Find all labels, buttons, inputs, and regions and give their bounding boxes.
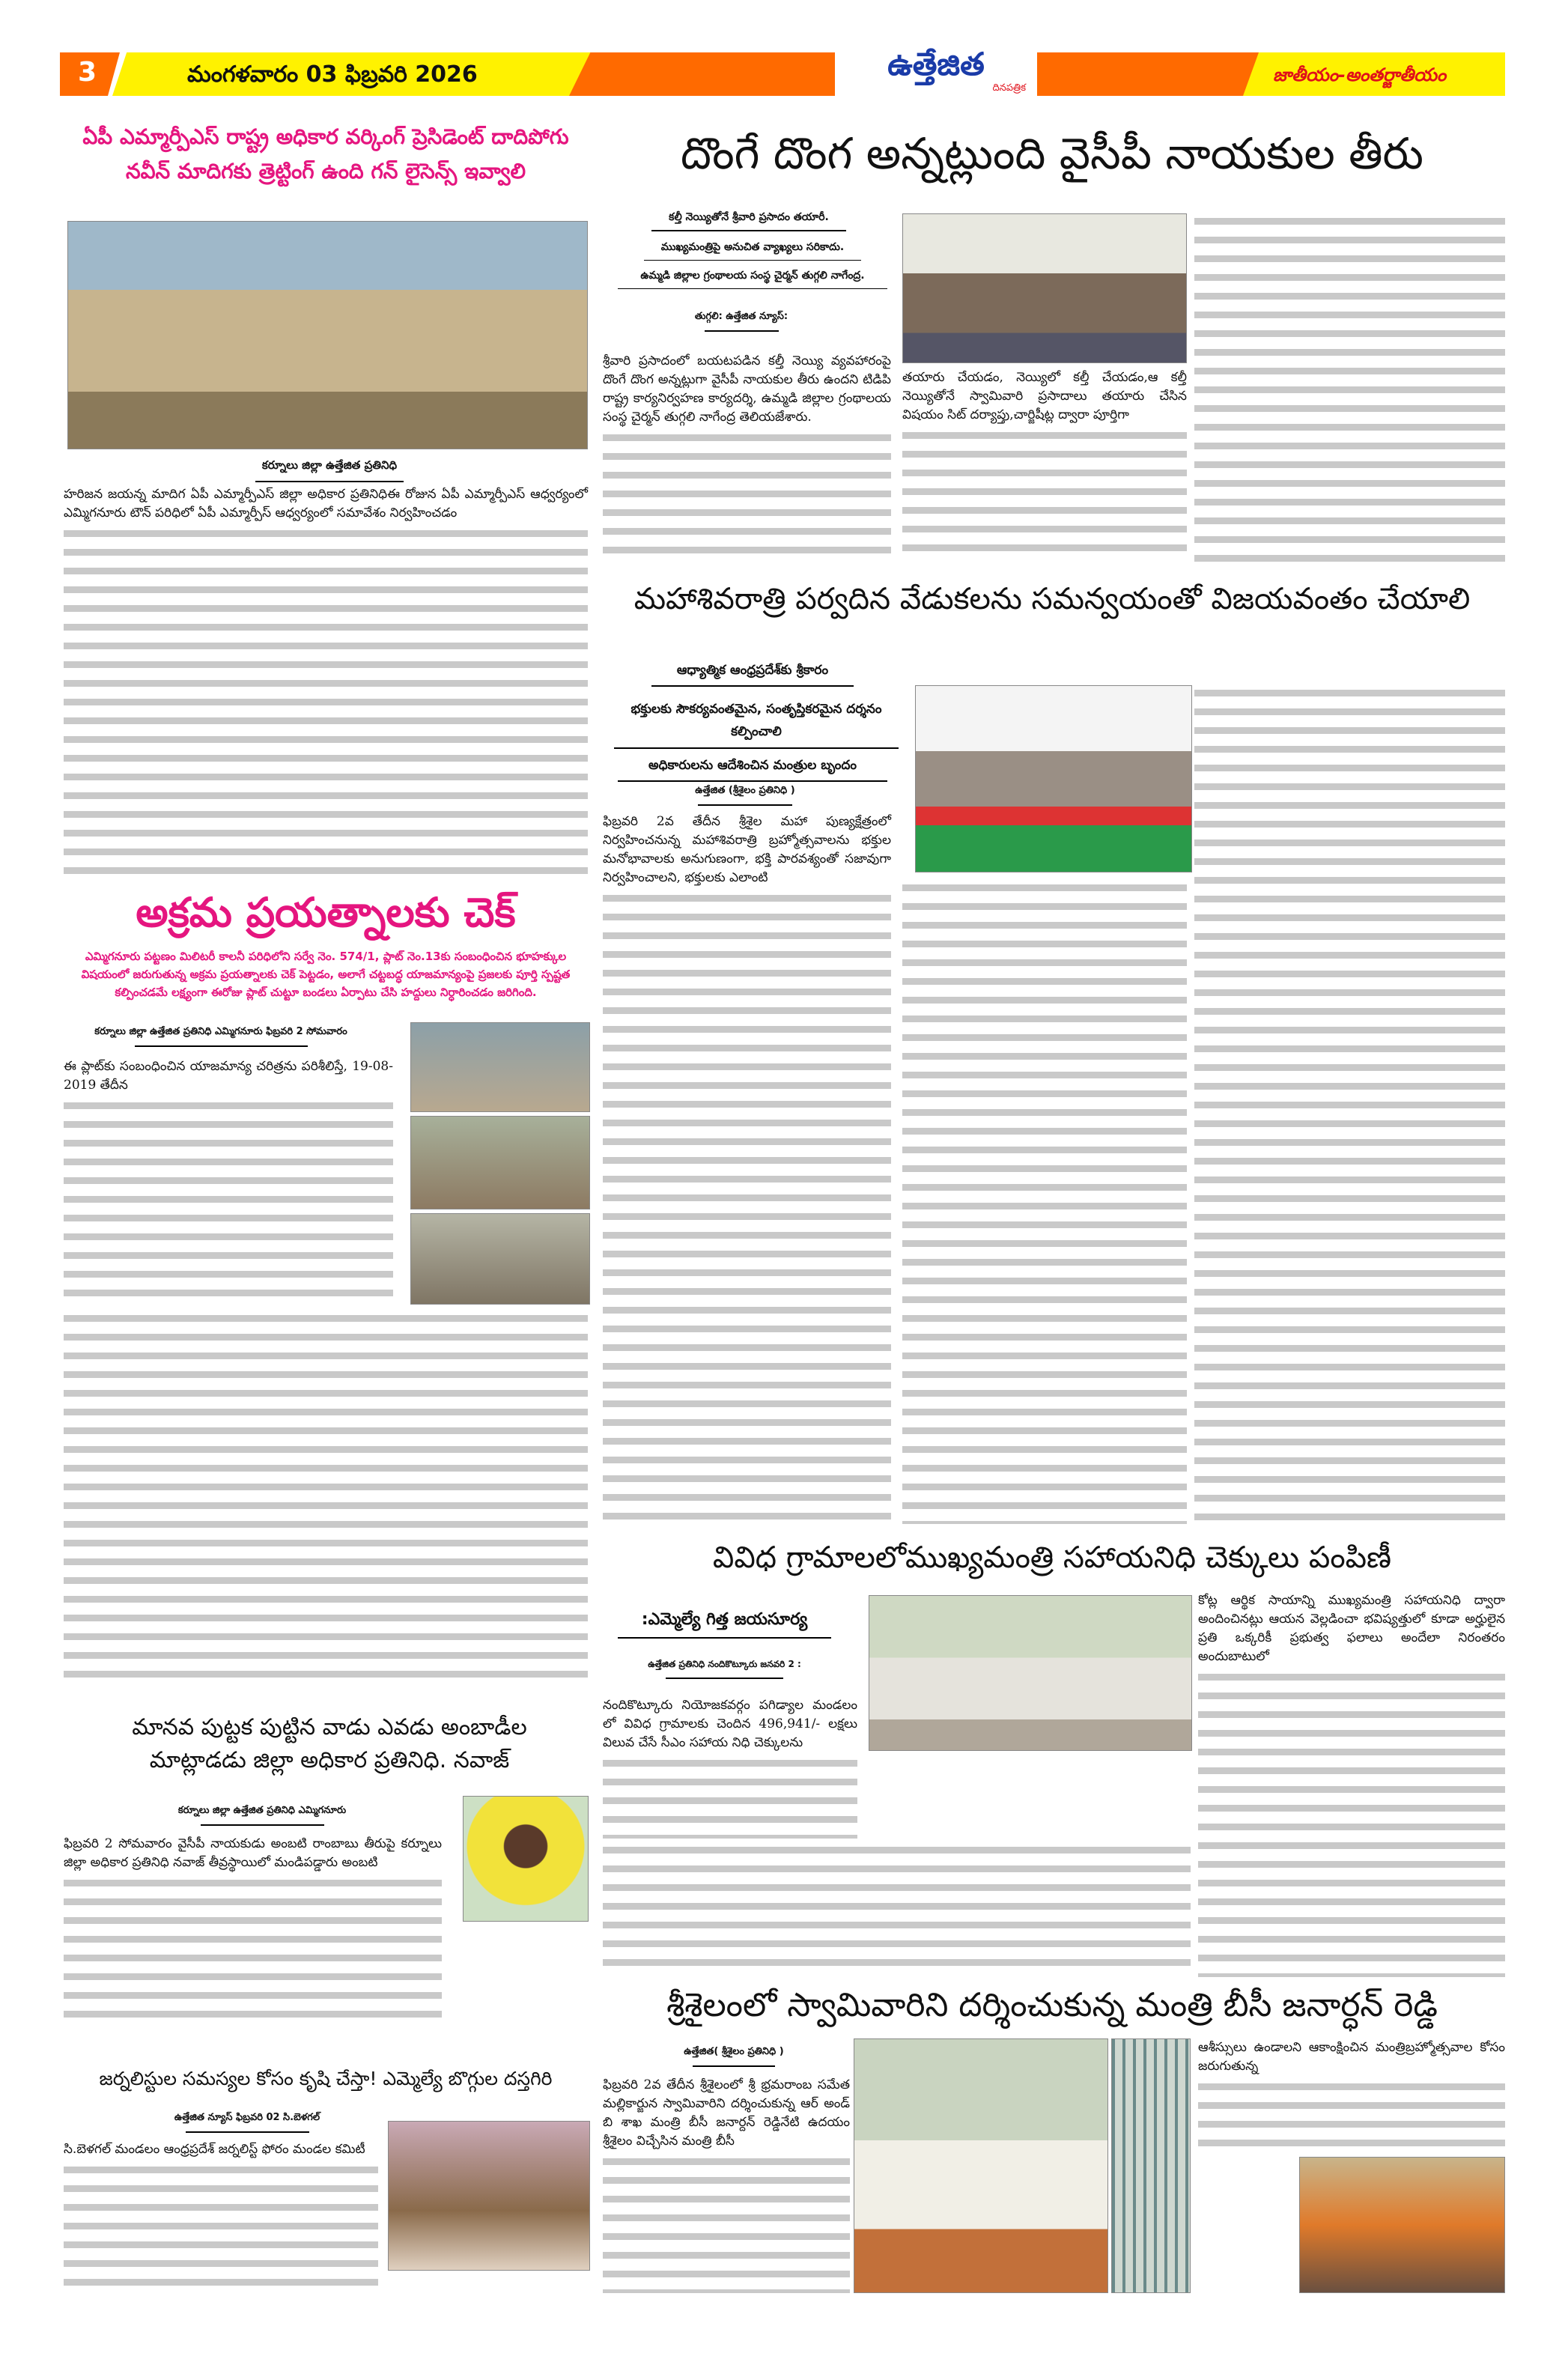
section-title: జాతీయం-అంతర్జాతీయం [1273,64,1447,85]
body-cmrf-col3 [1198,1591,1505,1977]
body-shivaratri-col2 [902,880,1187,1524]
body-text: కోట్ల ఆర్థిక సాయాన్ని ముఖ్యమంత్రి సహాయనిధి ద్వారా అందించినట్లు ఆయన వెల్లడించా భవిష్యత్తులో కూడా అర్హులైన ప్రతి ఒక్కరికీ ప్రభుత్వ ఫలాలు అందేలా నిరంతరం అందుబాటులో [1198,1593,1505,1664]
text-lines [603,2154,850,2293]
photo-mrps-group [67,221,588,449]
headline-cmrf: వివిధ గ్రామాలలోముఖ్యమంత్రి సహాయనిధి చెక్కులు పంపిణీ [712,1540,1392,1575]
subhead-donga-1: కల్తీ నెయ్యితోనే శ్రీవారి ప్రసాదం తయారీ. [651,211,846,231]
subhead-donga-2: ముఖ్యమంత్రిపై అనుచిత వ్యాఖ్యలు సరికాదు. [644,241,861,261]
photo-nawaz-portrait [463,1796,589,1922]
byline-donga: తుగ్గలి: ఉత్తేజిత న్యూస్: [674,311,809,332]
body-text: ఫిబ్రవరి 2 సోమవారం వైసీపీ నాయకుడు అంబటి రాంబాబు తీరుపై కర్నూలు జిల్లా అధికార ప్రతినిధి నవాజ్ తీవ్రస్థాయిలో మండిపడ్డారు అంబటి [64,1836,442,1870]
photo-srisailam-puja [1299,2157,1505,2293]
headline-journalists: జర్నలిస్టుల సమస్యల కోసం కృషి చేస్తా! ఎమ్మెల్యే బొగ్గుల దస్తగిరి [99,2068,553,2089]
photo-cmrf-cheques [869,1595,1192,1751]
subhead-donga-3: ఉమ్మడి జిల్లాల గ్రంథాలయ సంస్థ చైర్మన్ తుగ్గలి నాగేంద్ర. [618,270,887,289]
headline-shivaratri: మహాశివరాత్రి పర్వదిన వేడుకలను సమన్వయంతో విజయవంతం చేయాలి [633,582,1471,616]
body-donga-col3 [1194,213,1505,562]
subtitle-check: ఎమ్మిగనూరు పట్టణం మిలిటరీ కాలనీ పరిధిలోని సర్వే నెం. 574/1, ప్లాట్ నెం.13కు సంబంధించిన భూహక్కుల విషయంలో జరుగుతున్న అక్రమ ప్రయత్నాలకు చెక్ పెట్టడం, అలాగే చట్టబద్ధ యాజమాన్యంపై ప్రజలకు పూర్తి స్పష్టత కల్పించడమే లక్ష్యంగా ఈరోజు ప్లాట్ చుట్టూ బండలు ఏర్పాటు చేసి హద్దులు నిర్ధారించడం జరిగింది. [81,950,571,999]
body-journalists [64,2140,378,2294]
body-nawaz [64,1835,442,2029]
header-orange-right [1037,52,1262,96]
text-lines [64,1098,393,1305]
logo-subtitle: దినపత్రిక [992,82,1026,94]
body-donga-col1 [603,352,891,562]
body-cmrf-wide [603,1842,1191,1977]
text-lines [603,1755,857,1839]
text-lines [64,1311,588,1678]
body-check [64,1057,393,1305]
byline-journalists: ఉత్తేజిత న్యూస్ ఫిబ్రవరి 02 సి.బెళగల్ [135,2112,359,2133]
body-srisailam-col1 [603,2076,850,2293]
byline-check: కర్నూలు జిల్లా ఉత్తేజిత ప్రతినిధి ఎమ్మిగనూరు ఫిబ్రవరి 2 సోమవారం [64,1026,378,1047]
body-text: నందికొట్కూరు నియోజకవర్గం పగిడ్యాల మండలం లో వివిధ గ్రామాలకు చెందిన 496,941/- లక్షలు విలువ చేసే సీఎం సహాయ నిధి చెక్కులను [603,1698,857,1750]
caption-mrps: కర్నూలు జిల్లా ఉత్తేజిత ప్రతినిధి [195,458,464,482]
text-lines [64,2162,378,2294]
photo-check-1 [410,1022,590,1112]
body-text: ఫిబ్రవరి 2వ తేదీన శ్రీశైలంలో శ్రీ భ్రమరాంబ సమేత మల్లికార్జున స్వామివారిని దర్శించుకున్న ఆర్ అండ్ బి శాఖ మంత్రి బీసీ జనార్దన్ రెడ్డినేటి ఉదయం శ్రీశైలం విచ్చేసిన మంత్రి బీసీ [603,2077,850,2149]
photo-check-3 [410,1213,590,1305]
subhead-shivaratri-1: ఆధ్యాత్మిక ఆంధ్రప్రదేశ్‌కు శ్రీకారం [651,663,854,687]
text-lines [1194,685,1505,1524]
headline-mrps: ఏపీ ఎమ్మార్పీఎస్ రాష్ట్ర అధికార వర్కింగ్ ప్రెసిడెంట్ దాదిపోగు నవీన్ మాదిగకు త్రెట్టింగ్ ఉంది గన్ లైసెన్స్ ఇవ్వాలి [82,124,569,183]
text-lines [902,880,1187,1524]
body-text: శ్రీవారి ప్రసాదంలో బయటపడిన కల్తీ నెయ్యి వ్యవహారంపై దొంగే దొంగ అన్నట్లుగా వైసీపీ నాయకుల తీరు ఉందని టిడిపి రాష్ట్ర కార్యనిర్వహణ కార్యదర్శి, ఉమ్మడి జిల్లాల గ్రంథాలయ సంస్థ చైర్మన్ తుగ్గలి నాగేంద్ర తెలియజేశారు. [603,353,891,425]
text-lines [64,1875,442,2029]
photo-srisailam-temple [854,2038,1108,2293]
headline-check: అక్రమ ప్రయత్నాలకు చెక్ [136,889,516,936]
byline-cmrf: ఉత్తేజిత ప్రతినిధి నందికొట్కూరు జనవరి 2 : [618,1659,831,1679]
body-text: సి.బెళగల్ మండలం ఆంధ్రప్రదేశ్ జర్నలిస్ట్ ఫోరం మండల కమిటీ [64,2142,365,2157]
header-orange-left [569,52,835,96]
body-text: తయారు చేయడం, నెయ్యిలో కల్తీ చేయడం,ఆ కల్తీ నెయ్యితోనే స్వామివారి ప్రసాదాలు తయారు చేసిన విషయం సిట్ దర్యాప్తు,చార్జిషీట్ల ద్వారా పూర్తిగా [902,370,1187,422]
text-lines [1194,213,1505,562]
body-mrps [64,485,588,878]
body-donga-col2 [902,368,1187,562]
subhead-shivaratri-3: అధికారులను ఆదేశించిన మంత్రుల బృందం [618,758,887,782]
byline-srisailam: ఉత్తేజిత( శ్రీశైలం ప్రతినిధి ) [659,2046,809,2067]
headline-nawaz: మానవ పుట్టక పుట్టిన వాడు ఎవడు అంబాడీల మాట్లాడడు జిల్లా అధికార ప్రతినిధి. నవాజ్ [132,1714,527,1773]
headline-srisailam: శ్రీశైలంలో స్వామివారిని దర్శించుకున్న మంత్రి బీసీ జనార్ధన్ రెడ్డి [666,1986,1438,2024]
body-cmrf-col1 [603,1696,857,1839]
body-srisailam-col3 [1198,2038,1505,2151]
subhead-cmrf: :ఎమ్మెల్యే గిత్త జయసూర్య [618,1610,831,1639]
logo [846,46,1026,96]
subhead-shivaratri-2: భక్తులకు సౌకర్యవంతమైన, సంతృప్తికరమైన దర్శనం కల్పించాలి [614,698,899,749]
page-number: 3 [78,57,97,88]
body-shivaratri-col1 [603,813,891,1524]
text-lines [603,1842,1191,1977]
text-lines [64,526,588,878]
photo-donga-press-meet [902,213,1187,363]
body-text: ఫిబ్రవరి 2వ తేదీన శ్రీశైల మహా పుణ్యక్షేత్రంలో నిర్వహించనున్న మహాశివరాత్రి బ్రహ్మోత్సవాలను భక్తుల మనోభావాలకు అనుగుణంగా, భక్తి పారవశ్యంతో సజావుగా నిర్వహించాలని, భక్తులకు ఎలాంటి [603,814,891,885]
logo-text: ఉత్తేజిత [887,46,985,82]
byline-nawaz: కర్నూలు జిల్లా ఉత్తేజిత ప్రతినిధి ఎమ్మిగనూరు [150,1805,374,1826]
issue-date: మంగళవారం 03 ఫిబ్రవరి 2026 [187,61,478,88]
body-text: ఈ ప్లాట్‌కు సంబంధించిన యాజమాన్య చరిత్రను పరిశీలిస్తే, 19-08-2019 తేదీన [64,1059,393,1093]
photo-check-2 [410,1116,590,1209]
body-check-cont [64,1311,588,1678]
body-shivaratri-col3 [1194,685,1505,1524]
headline-donga: దొంగే దొంగ అన్నట్లుంది వైసీపీ నాయకుల తీరు [681,128,1423,179]
text-lines [603,430,891,562]
photo-srisailam-gate [1111,2038,1191,2293]
body-text: హరిజన జయన్న మాదిగ ఏపీ ఎమ్మార్పీఎస్ జిల్లా అధికార ప్రతినిధిఈ రోజున ఏపీ ఎమ్మార్పీఎస్ ఆధ్వర్యంలో ఎమ్మిగనూరు టౌన్ పరిధిలో ఏపీ ఎమ్మార్పీస్ ఆధ్వర్యంలో సమావేశం నిర్వహించడం [64,487,588,520]
text-lines [603,890,891,1524]
byline-shivaratri: ఉత్తేజిత (శ్రీశైలం ప్రతినిధి ) [659,785,831,806]
body-text: ఆశీస్సులు ఉండాలని ఆకాంక్షించిన మంత్రిబ్రహ్మోత్సవాల కోసం జరుగుతున్న [1198,2040,1505,2074]
photo-shivaratri-meeting [915,685,1192,872]
text-lines [1198,1669,1505,1977]
photo-journalists [388,2121,590,2271]
text-lines [1198,2079,1505,2151]
text-lines [902,428,1187,562]
